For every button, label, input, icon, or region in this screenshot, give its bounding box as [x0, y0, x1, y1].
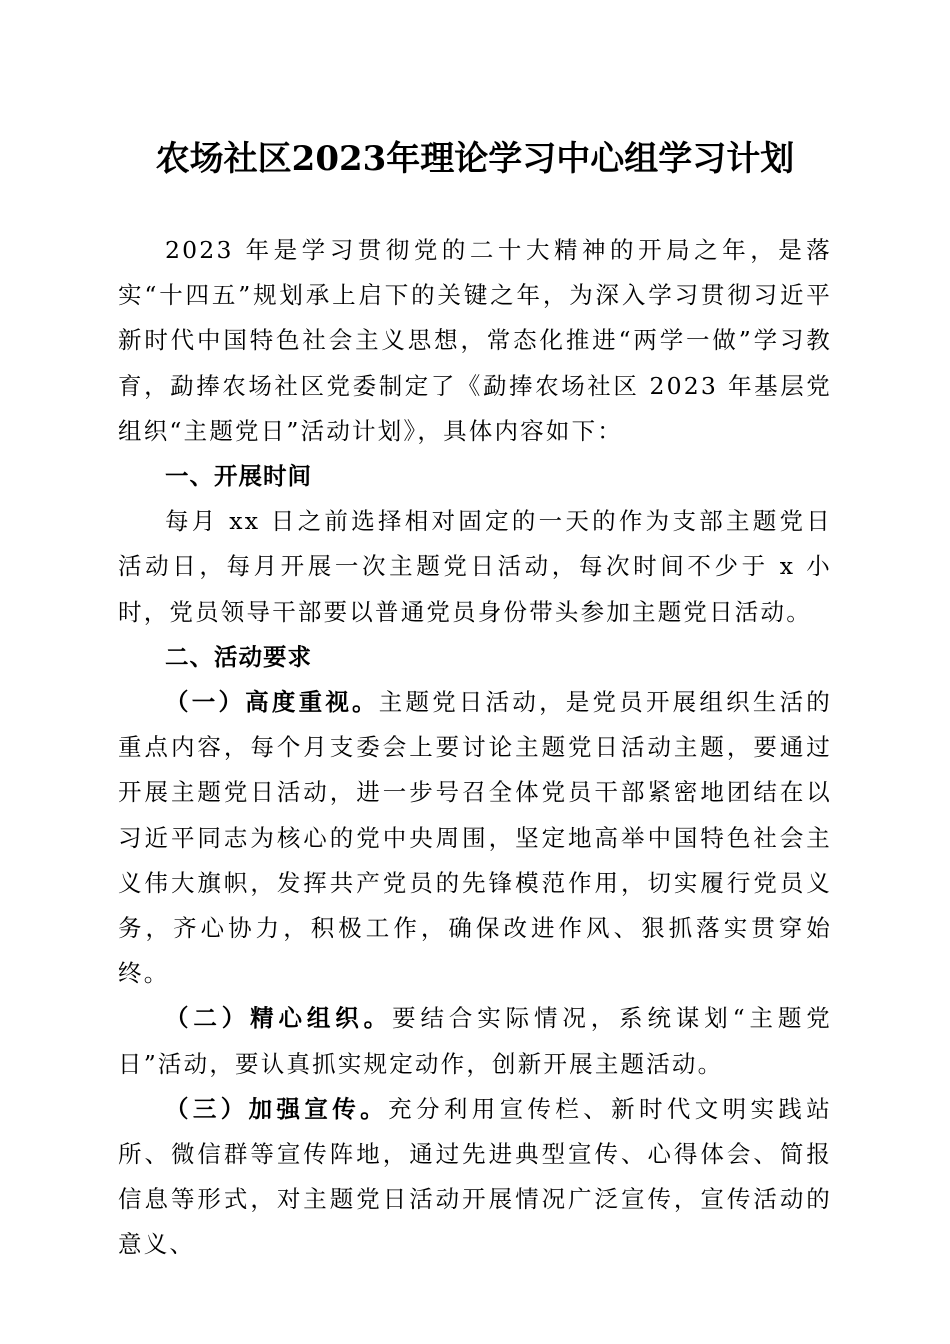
requirement-text-1: 主题党日活动，是党员开展组织生活的重点内容，每个月支委会上要讨论主题党日活动主题，要通过开展主题党日活动，进一步号召全体党员干部紧密地团结在以习近平同志为核心的党中央周围，坚定地高举中国特色社会主义伟大旗帜，发挥共产党员的先锋模范作用，切实履行党员义务，齐心协力，积极工作，确保改进作风、狠抓落实贯穿始终。 — [118, 688, 832, 988]
intro-paragraph: 2023 年是学习贯彻党的二十大精神的开局之年，是落实“十四五”规划承上启下的关键之年，为深入学习贯彻习近平新时代中国特色社会主义思想，常态化推进“两学一做”学习教育，勐捧农场社区党委制定了《勐捧农场社区 2023 年基层党组织“主题党日”活动计划》，具体内容如下： — [118, 236, 832, 445]
requirement-paragraph-2 — [118, 996, 832, 1086]
requirement-lead-2: （二）精心组织。 — [165, 1004, 393, 1033]
requirement-lead-1: （一）高度重视。 — [165, 688, 379, 717]
requirement-text-2: 要结合实际情况，系统谋划“主题党日”活动，要认真抓实规定动作，创新开展主题活动。 — [118, 1004, 832, 1078]
section-heading-schedule: 一、开展时间 — [165, 462, 312, 491]
document-title: 农场社区2023年理论学习中心组学习计划 — [155, 139, 795, 179]
schedule-paragraph: 每月 xx 日之前选择相对固定的一天的作为支部主题党日活动日，每月开展一次主题党日活动，每次时间不少于 x 小时，党员领导干部要以普通党员身份带头参加主题党日活动。 — [118, 507, 832, 626]
requirement-paragraph-3 — [118, 1087, 832, 1268]
document-body — [118, 228, 832, 1268]
requirement-paragraph-1 — [118, 680, 832, 996]
requirement-lead-3: （三）加强宣传。 — [165, 1094, 389, 1123]
section-heading-requirements: 二、活动要求 — [165, 642, 312, 671]
requirement-text-3: 充分利用宣传栏、新时代文明实践站所、微信群等宣传阵地，通过先进典型宣传、心得体会、简报信息等形式，对主题党日活动开展情况广泛宣传，宣传活动的意义、 — [118, 1094, 832, 1259]
